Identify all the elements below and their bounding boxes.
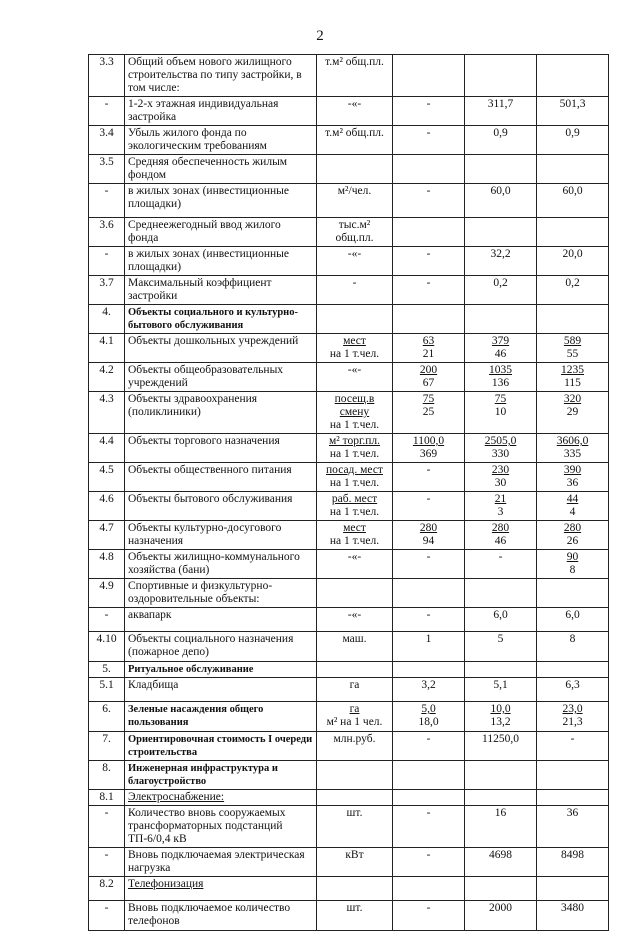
row-value-current bbox=[393, 334, 465, 363]
row-unit bbox=[317, 521, 393, 550]
row-value-target-line: 4 bbox=[569, 506, 576, 518]
row-number: - bbox=[89, 247, 125, 276]
row-value-stage1-line: 13,2 bbox=[490, 716, 511, 728]
row-value-target bbox=[537, 521, 609, 550]
row-number: 4.5 bbox=[89, 463, 125, 492]
row-name: Вновь подключаемое количество телефонов bbox=[125, 901, 317, 931]
row-value-current: - bbox=[393, 550, 465, 579]
row-value-current-line: 1100,0 bbox=[412, 435, 445, 447]
table-row bbox=[89, 521, 609, 550]
row-unit bbox=[317, 662, 393, 678]
row-number: 6. bbox=[89, 702, 125, 732]
table-row bbox=[89, 678, 609, 702]
row-value-target-line: 26 bbox=[566, 535, 579, 547]
row-name: Общий объем нового жилищного строительства по типу застройки, в том числе: bbox=[125, 55, 317, 97]
row-value-target bbox=[537, 492, 609, 521]
row-value-current-line: 280 bbox=[419, 522, 438, 534]
row-value-current: - bbox=[393, 97, 465, 126]
table-row bbox=[89, 363, 609, 392]
row-name: 1-2-х этажная индивидуальная застройка bbox=[125, 97, 317, 126]
row-value-target-line: 36 bbox=[566, 477, 579, 489]
row-value-stage1: 0,2 bbox=[465, 276, 537, 305]
row-value-stage1-line: 280 bbox=[491, 522, 510, 534]
row-name: Ориентировочная стоимость I очереди строительства bbox=[125, 732, 317, 761]
row-value-target: 3480 bbox=[537, 901, 609, 931]
row-unit bbox=[317, 702, 393, 732]
row-value-stage1 bbox=[465, 463, 537, 492]
row-value-current-line: 94 bbox=[422, 535, 435, 547]
row-unit bbox=[317, 579, 393, 608]
row-unit: га bbox=[317, 678, 393, 702]
row-unit-line: раб. мест bbox=[331, 493, 378, 505]
row-value-stage1-line: 230 bbox=[491, 464, 510, 476]
row-name: Объекты общеобразовательных учреждений bbox=[125, 363, 317, 392]
row-unit bbox=[317, 155, 393, 184]
row-unit-line: на 1 т.чел. bbox=[329, 348, 380, 360]
row-value-current-line: 67 bbox=[422, 377, 435, 389]
row-unit: м²/чел. bbox=[317, 184, 393, 218]
row-number: 4.3 bbox=[89, 392, 125, 434]
row-unit bbox=[317, 434, 393, 463]
row-unit: -«- bbox=[317, 550, 393, 579]
row-value-current bbox=[393, 662, 465, 678]
row-value-target-line: 29 bbox=[566, 406, 579, 418]
row-value-target bbox=[537, 790, 609, 806]
row-number: - bbox=[89, 184, 125, 218]
row-value-target bbox=[537, 434, 609, 463]
row-value-target bbox=[537, 334, 609, 363]
row-name: Объекты социального и культурно-бытового обслуживания bbox=[125, 305, 317, 334]
row-value-stage1 bbox=[465, 579, 537, 608]
row-number: 4.4 bbox=[89, 434, 125, 463]
row-value-target-line: 3606,0 bbox=[556, 435, 589, 447]
row-value-stage1 bbox=[465, 662, 537, 678]
row-value-current: - bbox=[393, 126, 465, 155]
row-unit-line: на 1 т.чел. bbox=[329, 448, 380, 460]
table-row bbox=[89, 550, 609, 579]
row-unit bbox=[317, 334, 393, 363]
row-number: 5. bbox=[89, 662, 125, 678]
row-value-target: 0,9 bbox=[537, 126, 609, 155]
row-value-current: - bbox=[393, 901, 465, 931]
row-name: Убыль жилого фонда по экологическим требованиям bbox=[125, 126, 317, 155]
row-number: 8. bbox=[89, 761, 125, 790]
table-row bbox=[89, 702, 609, 732]
row-unit: т.м² общ.пл. bbox=[317, 126, 393, 155]
row-name: Объекты общественного питания bbox=[125, 463, 317, 492]
row-value-target bbox=[537, 218, 609, 247]
row-value-target: 36 bbox=[537, 806, 609, 848]
table-row bbox=[89, 806, 609, 848]
row-value-current-line: 18,0 bbox=[418, 716, 439, 728]
row-number: 4.10 bbox=[89, 632, 125, 662]
table-row bbox=[89, 392, 609, 434]
row-number: 3.7 bbox=[89, 276, 125, 305]
table-row bbox=[89, 463, 609, 492]
row-value-stage1: 6,0 bbox=[465, 608, 537, 632]
row-number: 4. bbox=[89, 305, 125, 334]
row-value-current: - bbox=[393, 276, 465, 305]
row-number: 4.9 bbox=[89, 579, 125, 608]
row-unit: -«- bbox=[317, 247, 393, 276]
row-value-stage1: 32,2 bbox=[465, 247, 537, 276]
row-unit-line: мест bbox=[343, 522, 366, 534]
row-unit-line: на 1 т.чел. bbox=[329, 477, 380, 489]
row-value-current bbox=[393, 521, 465, 550]
row-value-current: 3,2 bbox=[393, 678, 465, 702]
row-value-current bbox=[393, 790, 465, 806]
table-row bbox=[89, 97, 609, 126]
row-name: Объекты бытового обслуживания bbox=[125, 492, 317, 521]
table-row bbox=[89, 901, 609, 931]
row-value-target-line: 115 bbox=[564, 377, 581, 389]
row-value-target bbox=[537, 579, 609, 608]
table-row bbox=[89, 579, 609, 608]
row-number: - bbox=[89, 848, 125, 877]
row-value-current bbox=[393, 579, 465, 608]
table-row bbox=[89, 184, 609, 218]
row-value-stage1 bbox=[465, 492, 537, 521]
table-row bbox=[89, 761, 609, 790]
row-name: Объекты здравоохранения (поликлиники) bbox=[125, 392, 317, 434]
row-value-current-line: 21 bbox=[422, 348, 435, 360]
row-value-stage1-line: 1035 bbox=[489, 364, 512, 376]
row-value-current-line: 25 bbox=[422, 406, 435, 418]
row-value-stage1: 16 bbox=[465, 806, 537, 848]
row-value-current bbox=[393, 363, 465, 392]
row-value-target bbox=[537, 155, 609, 184]
row-name: Спортивные и физкультурно-оздоровительные объекты: bbox=[125, 579, 317, 608]
table-row bbox=[89, 305, 609, 334]
row-number: 7. bbox=[89, 732, 125, 761]
row-unit bbox=[317, 790, 393, 806]
row-value-target: 501,3 bbox=[537, 97, 609, 126]
row-value-current-line: 75 bbox=[422, 393, 435, 405]
row-value-target: 20,0 bbox=[537, 247, 609, 276]
row-name: Кладбища bbox=[125, 678, 317, 702]
row-value-target-line: 90 bbox=[566, 551, 579, 563]
row-unit: -«- bbox=[317, 363, 393, 392]
row-number: 4.7 bbox=[89, 521, 125, 550]
row-name: в жилых зонах (инвестиционные площадки) bbox=[125, 184, 317, 218]
row-name: Вновь подключаемая электрическая нагрузка bbox=[125, 848, 317, 877]
row-name: Телефонизация bbox=[125, 877, 317, 901]
row-value-stage1-line: 10 bbox=[494, 406, 507, 418]
row-unit bbox=[317, 305, 393, 334]
row-name: Средняя обеспеченность жилым фондом bbox=[125, 155, 317, 184]
row-name: Количество вновь сооружаемых трансформаторных подстанций ТП-6/0,4 кВ bbox=[125, 806, 317, 848]
row-number: 5.1 bbox=[89, 678, 125, 702]
row-value-target-line: 44 bbox=[566, 493, 579, 505]
row-value-stage1 bbox=[465, 877, 537, 901]
row-value-current-line: 63 bbox=[422, 335, 435, 347]
row-value-stage1-line: 10,0 bbox=[490, 703, 511, 715]
row-number: 4.8 bbox=[89, 550, 125, 579]
row-value-stage1: 4698 bbox=[465, 848, 537, 877]
row-name: Среднеежегодный ввод жилого фонда bbox=[125, 218, 317, 247]
row-unit: т.м² общ.пл. bbox=[317, 55, 393, 97]
row-unit-line: м² на 1 чел. bbox=[326, 716, 383, 728]
row-number: 8.2 bbox=[89, 877, 125, 901]
row-value-stage1 bbox=[465, 790, 537, 806]
row-value-stage1 bbox=[465, 155, 537, 184]
table-row bbox=[89, 334, 609, 363]
row-value-target: 6,3 bbox=[537, 678, 609, 702]
row-value-target bbox=[537, 463, 609, 492]
row-value-stage1 bbox=[465, 363, 537, 392]
row-unit: млн.руб. bbox=[317, 732, 393, 761]
row-value-target bbox=[537, 550, 609, 579]
row-value-stage1 bbox=[465, 392, 537, 434]
row-value-current: - bbox=[393, 848, 465, 877]
row-value-stage1-line: 379 bbox=[491, 335, 510, 347]
row-value-current bbox=[393, 55, 465, 97]
row-value-stage1 bbox=[465, 334, 537, 363]
row-value-target-line: 335 bbox=[563, 448, 582, 460]
row-value-current bbox=[393, 434, 465, 463]
row-value-target bbox=[537, 305, 609, 334]
row-value-current: - bbox=[393, 608, 465, 632]
row-value-stage1 bbox=[465, 434, 537, 463]
row-name: Максимальный коэффициент застройки bbox=[125, 276, 317, 305]
row-unit: шт. bbox=[317, 806, 393, 848]
row-name: Электроснабжение: bbox=[125, 790, 317, 806]
row-value-target: 6,0 bbox=[537, 608, 609, 632]
row-value-current: - bbox=[393, 806, 465, 848]
row-unit bbox=[317, 492, 393, 521]
table-row bbox=[89, 877, 609, 901]
row-value-stage1-line: 46 bbox=[494, 535, 507, 547]
row-value-stage1 bbox=[465, 761, 537, 790]
row-unit: -«- bbox=[317, 608, 393, 632]
table-row bbox=[89, 276, 609, 305]
row-unit bbox=[317, 761, 393, 790]
row-name: Зеленые насаждения общего пользования bbox=[125, 702, 317, 732]
row-value-target-line: 589 bbox=[563, 335, 582, 347]
table-row bbox=[89, 218, 609, 247]
row-value-target-line: 320 bbox=[563, 393, 582, 405]
row-value-target-line: 1235 bbox=[561, 364, 584, 376]
row-value-stage1 bbox=[465, 305, 537, 334]
row-value-target-line: 23,0 bbox=[562, 703, 583, 715]
row-value-stage1: 311,7 bbox=[465, 97, 537, 126]
row-number: 4.1 bbox=[89, 334, 125, 363]
row-value-target-line: 21,3 bbox=[562, 716, 583, 728]
row-value-target-line: 390 bbox=[563, 464, 582, 476]
row-unit-line: на 1 т.чел. bbox=[329, 419, 380, 431]
row-value-stage1-line: 46 bbox=[494, 348, 507, 360]
row-value-stage1: - bbox=[465, 550, 537, 579]
row-name: Объекты торгового назначения bbox=[125, 434, 317, 463]
row-value-stage1: 5,1 bbox=[465, 678, 537, 702]
row-unit-line: га bbox=[349, 703, 360, 715]
row-value-stage1: 2000 bbox=[465, 901, 537, 931]
table-row bbox=[89, 632, 609, 662]
row-number: 4.6 bbox=[89, 492, 125, 521]
row-value-current bbox=[393, 702, 465, 732]
table-row bbox=[89, 732, 609, 761]
row-value-target-line: 55 bbox=[566, 348, 579, 360]
row-value-current: - bbox=[393, 247, 465, 276]
row-value-target: 0,2 bbox=[537, 276, 609, 305]
row-value-stage1: 0,9 bbox=[465, 126, 537, 155]
table-row bbox=[89, 55, 609, 97]
row-unit-line: м² торг.пл. bbox=[328, 435, 381, 447]
row-value-target: 60,0 bbox=[537, 184, 609, 218]
row-number: - bbox=[89, 806, 125, 848]
table-row bbox=[89, 247, 609, 276]
row-unit bbox=[317, 463, 393, 492]
row-number: - bbox=[89, 97, 125, 126]
row-number: 4.2 bbox=[89, 363, 125, 392]
row-value-current-line: 200 bbox=[419, 364, 438, 376]
row-value-current bbox=[393, 155, 465, 184]
table-row bbox=[89, 608, 609, 632]
row-value-stage1-line: 2505,0 bbox=[484, 435, 517, 447]
row-value-current bbox=[393, 305, 465, 334]
row-value-current-line: 369 bbox=[419, 448, 438, 460]
row-name: Объекты социального назначения (пожарное депо) bbox=[125, 632, 317, 662]
row-value-target-line: 8 bbox=[569, 564, 576, 576]
row-value-stage1-line: 3 bbox=[497, 506, 504, 518]
row-unit: маш. bbox=[317, 632, 393, 662]
row-unit bbox=[317, 877, 393, 901]
row-value-target bbox=[537, 55, 609, 97]
row-number: - bbox=[89, 901, 125, 931]
row-value-target bbox=[537, 662, 609, 678]
table-row bbox=[89, 790, 609, 806]
row-unit: -«- bbox=[317, 97, 393, 126]
row-value-current: 1 bbox=[393, 632, 465, 662]
row-number: 3.6 bbox=[89, 218, 125, 247]
row-value-current bbox=[393, 761, 465, 790]
row-value-target bbox=[537, 877, 609, 901]
table-row bbox=[89, 434, 609, 463]
row-value-stage1 bbox=[465, 702, 537, 732]
row-value-current bbox=[393, 218, 465, 247]
row-value-target bbox=[537, 392, 609, 434]
row-value-target bbox=[537, 363, 609, 392]
row-value-stage1: 60,0 bbox=[465, 184, 537, 218]
table-row bbox=[89, 662, 609, 678]
row-value-stage1-line: 75 bbox=[494, 393, 507, 405]
row-unit-line: посещ.в смену bbox=[334, 393, 375, 418]
row-value-stage1-line: 136 bbox=[491, 377, 510, 389]
row-name: Объекты жилищно-коммунального хозяйства (бани) bbox=[125, 550, 317, 579]
row-unit: тыс.м² общ.пл. bbox=[317, 218, 393, 247]
row-unit: шт. bbox=[317, 901, 393, 931]
row-value-target bbox=[537, 761, 609, 790]
row-name: аквапарк bbox=[125, 608, 317, 632]
row-value-stage1 bbox=[465, 218, 537, 247]
row-name: Ритуальное обслуживание bbox=[125, 662, 317, 678]
row-number: 8.1 bbox=[89, 790, 125, 806]
table-row bbox=[89, 155, 609, 184]
row-unit-line: посад. мест bbox=[326, 464, 383, 476]
row-value-stage1 bbox=[465, 521, 537, 550]
indicators-table bbox=[88, 54, 609, 931]
table-row bbox=[89, 848, 609, 877]
row-name: Объекты культурно-досугового назначения bbox=[125, 521, 317, 550]
row-value-target-line: 280 bbox=[563, 522, 582, 534]
row-unit: кВт bbox=[317, 848, 393, 877]
row-unit-line: на 1 т.чел. bbox=[329, 535, 380, 547]
row-number: - bbox=[89, 608, 125, 632]
row-value-current: - bbox=[393, 463, 465, 492]
row-value-target bbox=[537, 702, 609, 732]
page-number: 2 bbox=[316, 28, 324, 44]
table-row bbox=[89, 126, 609, 155]
row-number: 3.4 bbox=[89, 126, 125, 155]
row-value-current-line: 5,0 bbox=[421, 703, 436, 715]
row-value-current: - bbox=[393, 184, 465, 218]
row-value-stage1-line: 330 bbox=[491, 448, 510, 460]
row-name: Инженерная инфраструктура и благоустройство bbox=[125, 761, 317, 790]
row-number: 3.5 bbox=[89, 155, 125, 184]
row-name: в жилых зонах (инвестиционные площадки) bbox=[125, 247, 317, 276]
row-value-target: 8498 bbox=[537, 848, 609, 877]
row-value-stage1: 5 bbox=[465, 632, 537, 662]
row-value-current bbox=[393, 392, 465, 434]
row-value-stage1 bbox=[465, 55, 537, 97]
row-value-stage1: 11250,0 bbox=[465, 732, 537, 761]
row-unit-line: на 1 т.чел. bbox=[329, 506, 380, 518]
row-value-target: 8 bbox=[537, 632, 609, 662]
row-unit bbox=[317, 392, 393, 434]
row-value-current: - bbox=[393, 492, 465, 521]
row-name: Объекты дошкольных учреждений bbox=[125, 334, 317, 363]
table-row bbox=[89, 492, 609, 521]
row-value-target: - bbox=[537, 732, 609, 761]
row-number: 3.3 bbox=[89, 55, 125, 97]
row-value-current bbox=[393, 877, 465, 901]
row-unit-line: мест bbox=[343, 335, 366, 347]
row-value-current: - bbox=[393, 732, 465, 761]
row-unit: - bbox=[317, 276, 393, 305]
row-value-stage1-line: 30 bbox=[494, 477, 507, 489]
row-value-stage1-line: 21 bbox=[494, 493, 507, 505]
